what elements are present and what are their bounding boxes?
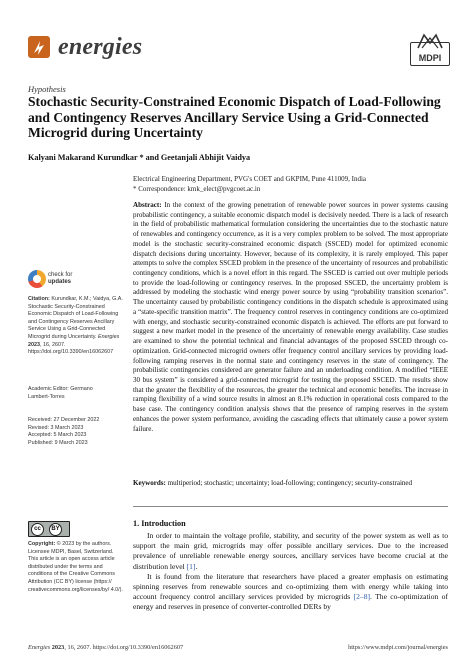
correspondence: * Correspondence: kmk_elect@pvgcoet.ac.in	[133, 184, 261, 193]
divider	[133, 506, 448, 507]
affiliation-block	[133, 175, 453, 194]
citation-block	[28, 296, 123, 357]
reference-link[interactable]: [1]	[186, 561, 196, 571]
citation-year: 2023	[28, 341, 40, 348]
article-title: Stochastic Security-Constrained Economic Dispatch of Load-Following and Contingency Reserves Ancillary Service Using a Grid-Connected Microgrid during Uncertainty	[28, 94, 441, 140]
revised-date: Revised: 3 March 2023	[28, 424, 84, 431]
citation-text: Kurundkar, K.M.; Vaidya, G.A. Stochastic Security-Constrained Economic Dispatch of Load-Following and Contingency Reserves Ancillary Service Using a Grid-Connected Microgrid during Uncertainty.	[28, 296, 123, 340]
journal-logo-icon	[28, 36, 50, 58]
article-type: Hypothesis	[28, 84, 66, 94]
check-line1: check for	[48, 272, 73, 278]
reference-link[interactable]: [2–8]	[353, 592, 371, 602]
abstract	[133, 201, 448, 434]
introduction-body	[133, 531, 448, 613]
citation-journal: Energies	[98, 333, 120, 340]
affiliation: Electrical Engineering Department, PVG's COET and GKPIM, Pune 411009, India	[133, 175, 366, 183]
academic-editor-name: Lambert-Torres	[28, 393, 65, 400]
by-icon: BY	[49, 523, 62, 536]
academic-editor: Academic Editor: Germano	[28, 386, 93, 392]
published-date: Published: 9 March 2023	[28, 439, 88, 446]
abstract-text: In the context of the growing penetration of renewable power sources in power systems causing probabilistic contingency, a suitable economic dispatch model is decisively needed. There is a lack of research in the field of probabilistic mathematical formulation considering the uncertainties due to the stochastic nature of renewables and contingency occurrence, as it is a very complex problem to be solved. The most appropriate model is the stochastic security-constrained economic dispatch (SSCED) model for optimized economic dispatch decisions during uncertainty. However, because of its complexity, it is rarely employed. This paper attempts to solve the complex SSCED problem in the presence of the uncertainty of resources and probabilistic contingency conditions, which is a novel effort in this regard. The SSCED is carried out over multiple periods to provide the load-following or contingency reserves. In the proposed SSCED, the uncertainty problem is addressed by modeling the stochastic wind energy power source by using “probability transition scenarios”. The uncertainty caused by probabilistic contingency conditions in the dispatch schedule is approximated using a “state-specific transition matrix”. The frequency control reserves in contingency conditions are co-optimized with energy, and stochastic security-constrained economic dispatch is achieved. The efforts are put forward to suggest a new market model in the presence of the uncertainty of renewable energy availability. Case studies are examined to show the potential technical and financial advantages of the proposed SSCED through co-optimization. Grid-connected microgrid owners offer frequency control ancillary services by providing load-following ramping reserves in the normal state and contingency reserves in the state of contingency. The probabilistic contingencies considered are generator failure and an underloading condition. A modified “IEEE 30 bus system” is considered a grid-connected microgrid for testing the proposed SSCED. The results show that the greater the flexibility of the resources, the greater the technical and economic benefits. The increase in ramping flexibility of a wind source results in almost an 8.1% reduction in operational costs compared to the base case. The contingency condition analysis shows that the presence of ramping reserves in the system enhances the power system performance, avoiding the cascading effects that ultimately cause a power system failure.	[133, 201, 448, 433]
check-line2: updates	[48, 279, 72, 285]
intro-paragraph: It is found from the literature that researchers have placed a greater emphasis on estimating spinning reserves from renewable sources and co-optimizing them with energy while taking into account frequency control ancillary services provided by microgrids [2–8]. The co-optimization of energy and reserves in presence of converter-controlled DERs by	[133, 571, 448, 612]
journal-name: energies	[58, 34, 143, 60]
check-updates-icon	[28, 270, 46, 288]
cc-icon: cc	[31, 523, 44, 536]
cc-license-badge[interactable]	[28, 521, 70, 537]
citation-rest: , 16, 2607. https://doi.org/10.3390/en16062607	[28, 341, 114, 356]
intro-paragraph: In order to maintain the voltage profile, stability, and security of the power system as well as to support the main grid, microgrids may offer possible ancillary services. Due to the increased prevalence of unreliable renewable energy sources, ancillary services have become crucial at the distribution level [1].	[133, 531, 448, 571]
citation-label: Citation:	[28, 296, 50, 302]
check-for-updates-button[interactable]	[28, 270, 78, 290]
received-date: Received: 27 December 2022	[28, 417, 100, 423]
accepted-date: Accepted: 5 March 2023	[28, 432, 87, 439]
keywords-text: multiperiod; stochastic; uncertainty; load-following; contingency; security-constrained	[167, 479, 413, 487]
publisher-logo	[410, 42, 450, 66]
footer-journal-link[interactable]: https://www.mdpi.com/journal/energies	[348, 644, 448, 651]
keywords	[133, 479, 448, 489]
copyright-text: © 2023 by the authors. Licensee MDPI, Basel, Switzerland. This article is an open access article distributed under the terms and conditions of the Creative Commons Attribution (CC BY) license (https:// creativecommons.org/licenses/by/ 4.0/).	[28, 541, 123, 593]
editor-block	[28, 386, 123, 401]
copyright-block	[28, 541, 123, 594]
footer-citation: Energies 2023, 16, 2607. https://doi.org/10.3390/en16062607	[28, 644, 184, 651]
copyright-label: Copyright:	[28, 541, 56, 547]
dates-block	[28, 417, 123, 447]
keywords-label: Keywords:	[133, 479, 166, 487]
abstract-label: Abstract:	[133, 201, 162, 209]
section-heading: 1. Introduction	[133, 519, 186, 528]
author-list: Kalyani Makarand Kurundkar * and Geetanjali Abhijit Vaidya	[28, 153, 251, 162]
publisher-name: MDPI	[418, 53, 442, 63]
mdpi-mark-icon	[414, 31, 446, 49]
